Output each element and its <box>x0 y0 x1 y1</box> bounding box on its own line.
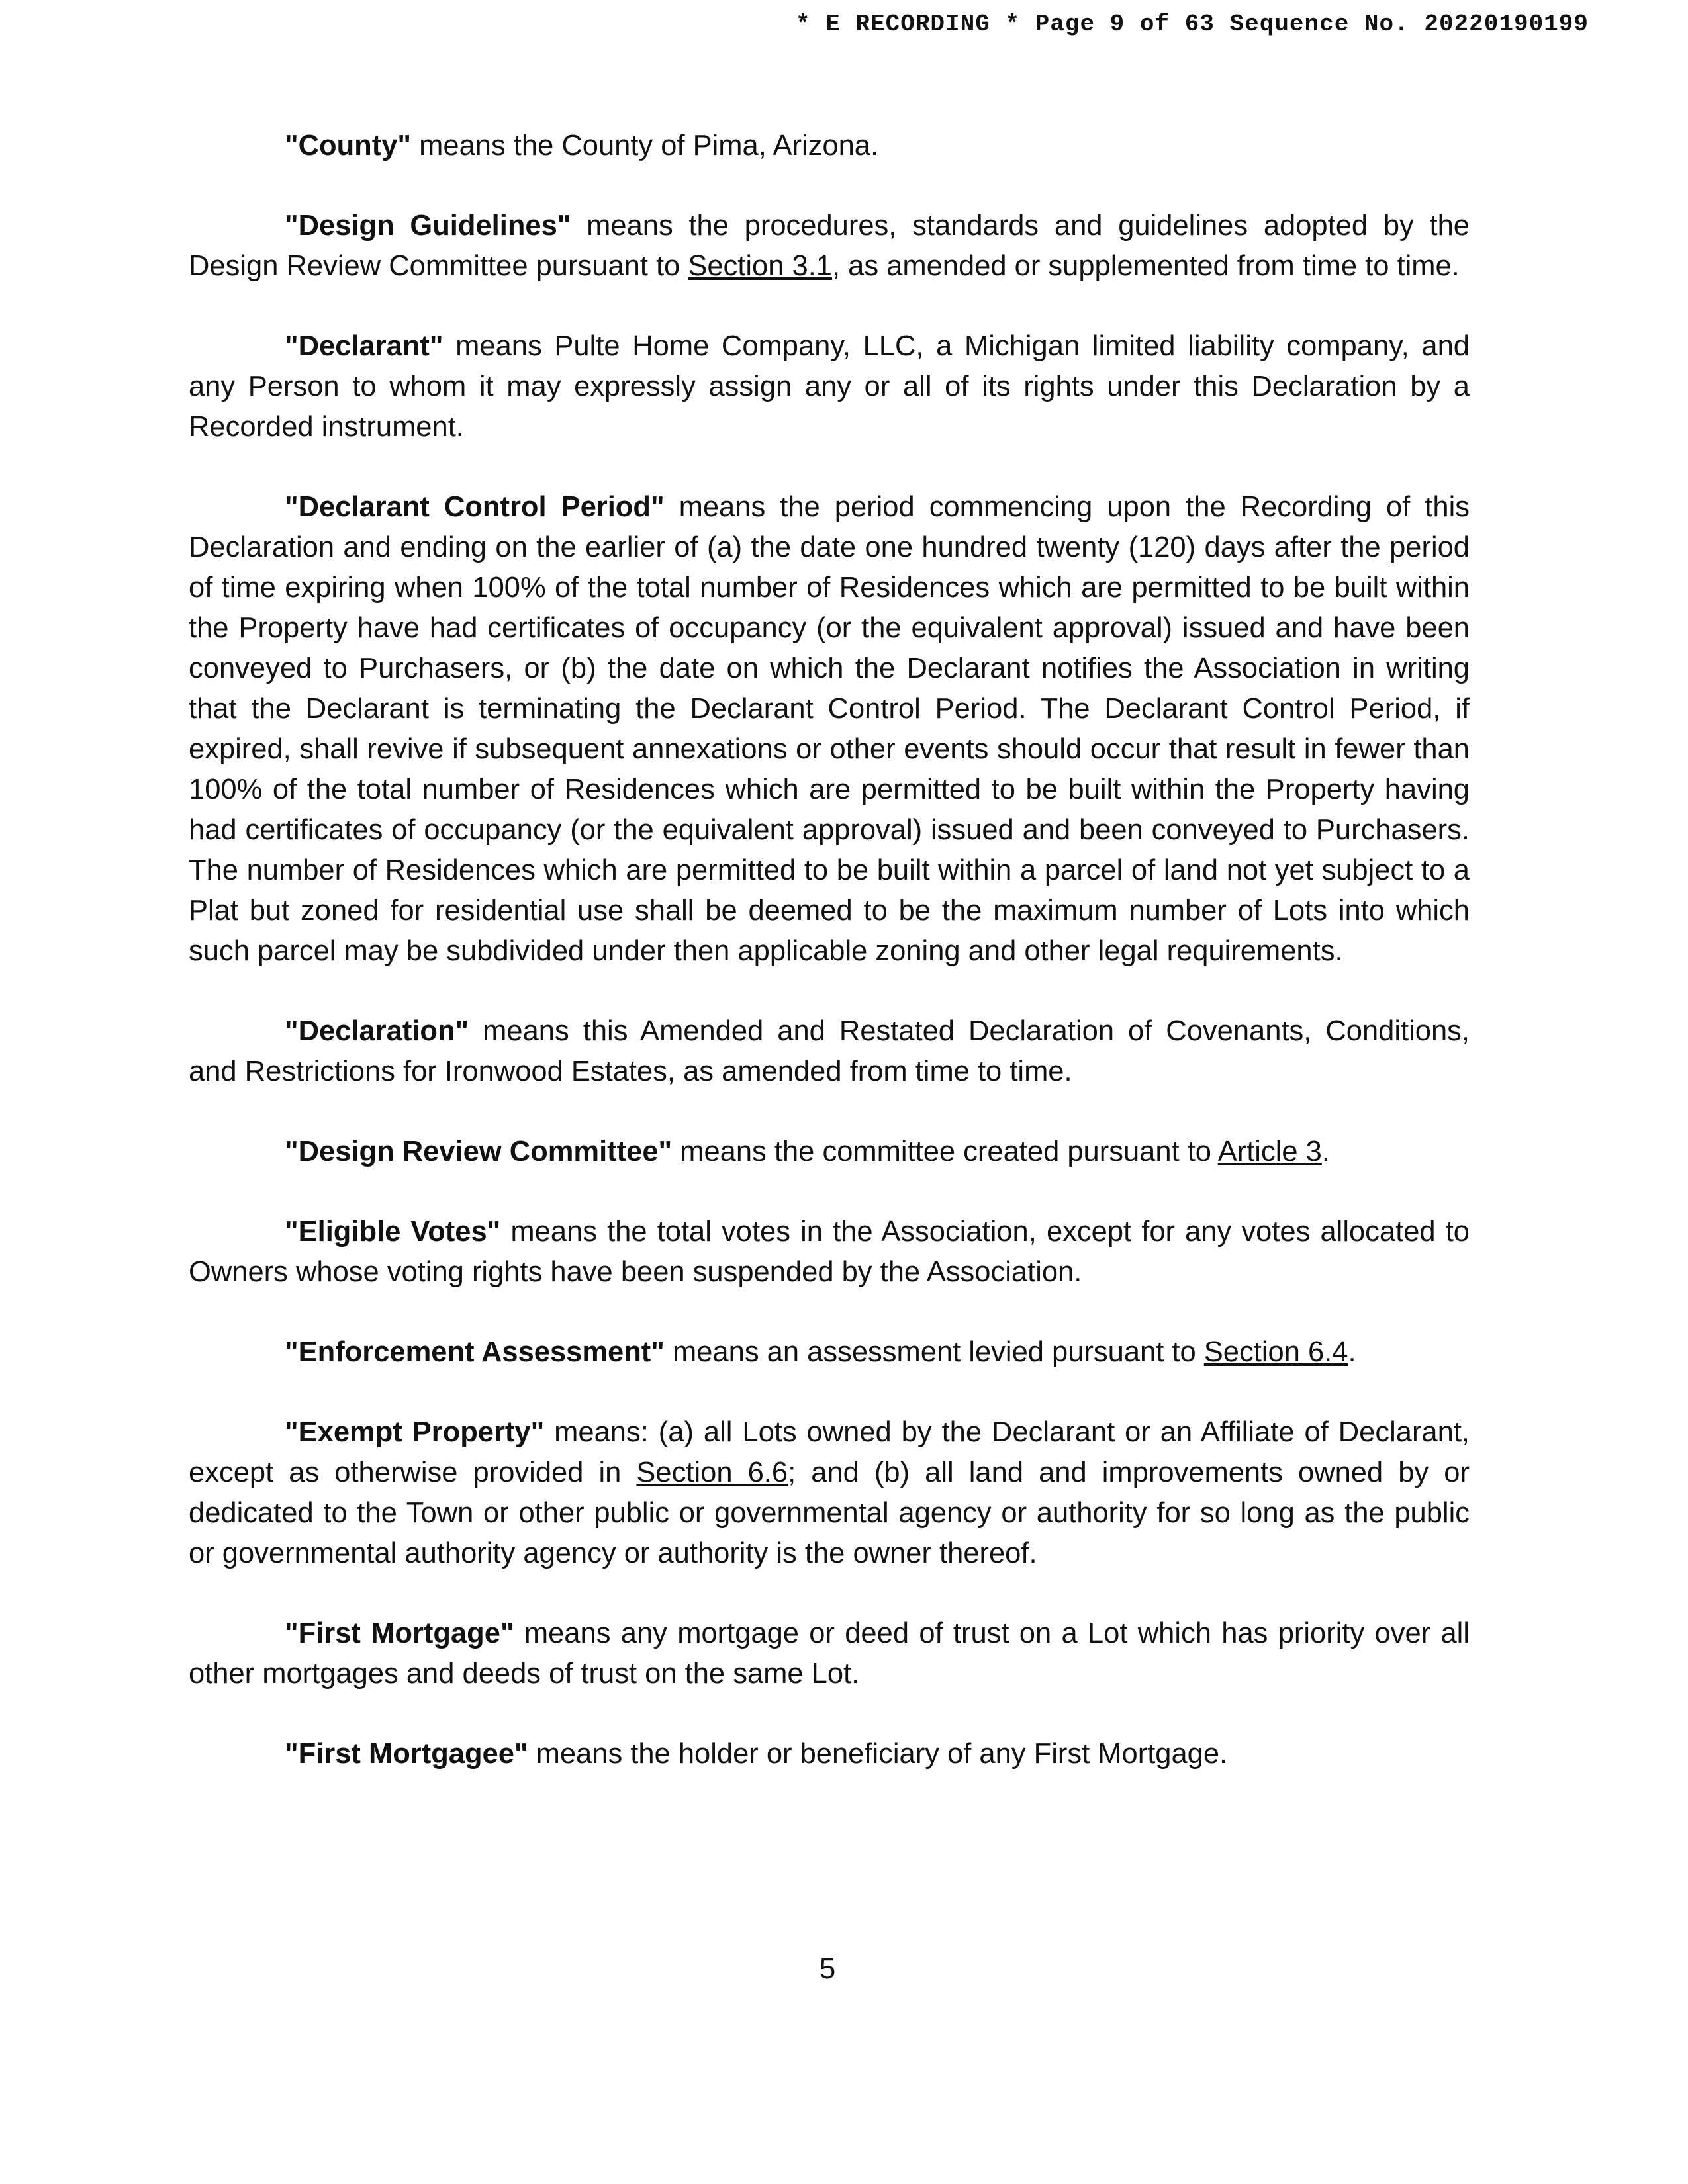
definition-term: "Eligible Votes" <box>285 1216 501 1248</box>
page-number: 5 <box>819 1952 836 1985</box>
definition-text: means the County of Pima, Arizona. <box>411 130 879 161</box>
definition-text: means this Amended and Restated Declaration of Covenants, Conditions, and Restrictions for Ironwood Estates, as amended from time to time. <box>189 1015 1470 1087</box>
definition-declarant <box>189 326 1470 447</box>
definition-text: means an assessment levied pursuant to <box>664 1336 1204 1368</box>
definition-term: "Exempt Property" <box>285 1416 545 1448</box>
definition-first-mortgage <box>189 1614 1470 1694</box>
definition-text: means the period commencing upon the Recording of this Declaration and ending on the earlier of (a) the date one hundred twenty (120) days after the period of time expiring when 100% of the total number of Residences which are permitted to be built within the Property have had certificates of occupancy (or the equivalent approval) issued and have been conveyed to Purchasers, or (b) the date on which the Declarant notifies the Association in writing that the Declarant is terminating the Declarant Control Period. The Declarant Control Period, if expired, shall revive if subsequent annexations or other events should occur that result in fewer than 100% of the total number of Residences which are permitted to be built within the Property having had certificates of occupancy (or the equivalent approval) issued and been conveyed to Purchasers. The number of Residences which are permitted to be built within a parcel of land not yet subject to a Plat but zoned for residential use shall be deemed to be the maximum number of Lots into which such parcel may be subdivided under then applicable zoning and other legal requirements. <box>189 491 1470 967</box>
definition-term: "Design Guidelines" <box>285 210 571 242</box>
definition-text: , as amended or supplemented from time to time. <box>831 250 1460 282</box>
definition-county <box>189 126 1470 166</box>
definition-text: means Pulte Home Company, LLC, a Michigan limited liability company, and any Person to whom it may expressly assign any or all of its rights under this Declaration by a Recorded instrument. <box>189 330 1470 443</box>
definition-term: "Declarant Control Period" <box>285 491 665 523</box>
definition-text: ; and (b) all land and improvements owned by or dedicated to the Town or other public or governmental agency or authority for so long as the public or governmental authority agency or authority is the owner thereof. <box>189 1457 1470 1569</box>
definition-text: means the committee created pursuant to <box>672 1136 1218 1167</box>
definition-declaration <box>189 1011 1470 1092</box>
article-reference: Article 3 <box>1217 1136 1322 1167</box>
definition-text: means the total votes in the Association, except for any votes allocated to Owners whose voting rights have been suspended by the Association. <box>189 1216 1470 1288</box>
definition-first-mortgagee <box>189 1734 1470 1774</box>
definition-term: "Declaration" <box>285 1015 469 1047</box>
definition-declarant-control-period <box>189 487 1470 972</box>
definition-term: "First Mortgage" <box>285 1617 514 1649</box>
definition-design-guidelines <box>189 206 1470 287</box>
section-reference: Section 3.1 <box>688 250 832 282</box>
definition-text: . <box>1348 1336 1356 1368</box>
definition-text: . <box>1321 1136 1330 1167</box>
definition-term: "Enforcement Assessment" <box>285 1336 665 1368</box>
definition-text: means the procedures, standards and guidelines adopted by the Design Review Committee pursuant to <box>189 210 1470 282</box>
recording-header: * E RECORDING * Page 9 of 63 Sequence No. 20220190199 <box>796 11 1589 38</box>
definition-exempt-property <box>189 1412 1470 1574</box>
definition-text: means: (a) all Lots owned by the Declarant or an Affiliate of Declarant, except as otherwise provided in <box>189 1416 1470 1488</box>
definition-design-review-committee <box>189 1132 1470 1172</box>
definition-text: means the holder or beneficiary of any First Mortgage. <box>528 1738 1228 1770</box>
definition-term: "Design Review Committee" <box>285 1136 673 1167</box>
definition-text: means any mortgage or deed of trust on a Lot which has priority over all other mortgages and deeds of trust on the same Lot. <box>189 1617 1470 1690</box>
definition-eligible-votes <box>189 1212 1470 1293</box>
definition-term: "Declarant" <box>285 330 444 362</box>
definition-term: "First Mortgagee" <box>285 1738 528 1770</box>
definitions-section <box>189 126 1470 1814</box>
section-reference: Section 6.6 <box>636 1457 788 1488</box>
definition-term: "County" <box>285 130 412 161</box>
section-reference: Section 6.4 <box>1203 1336 1348 1368</box>
definition-enforcement-assessment <box>189 1332 1470 1373</box>
